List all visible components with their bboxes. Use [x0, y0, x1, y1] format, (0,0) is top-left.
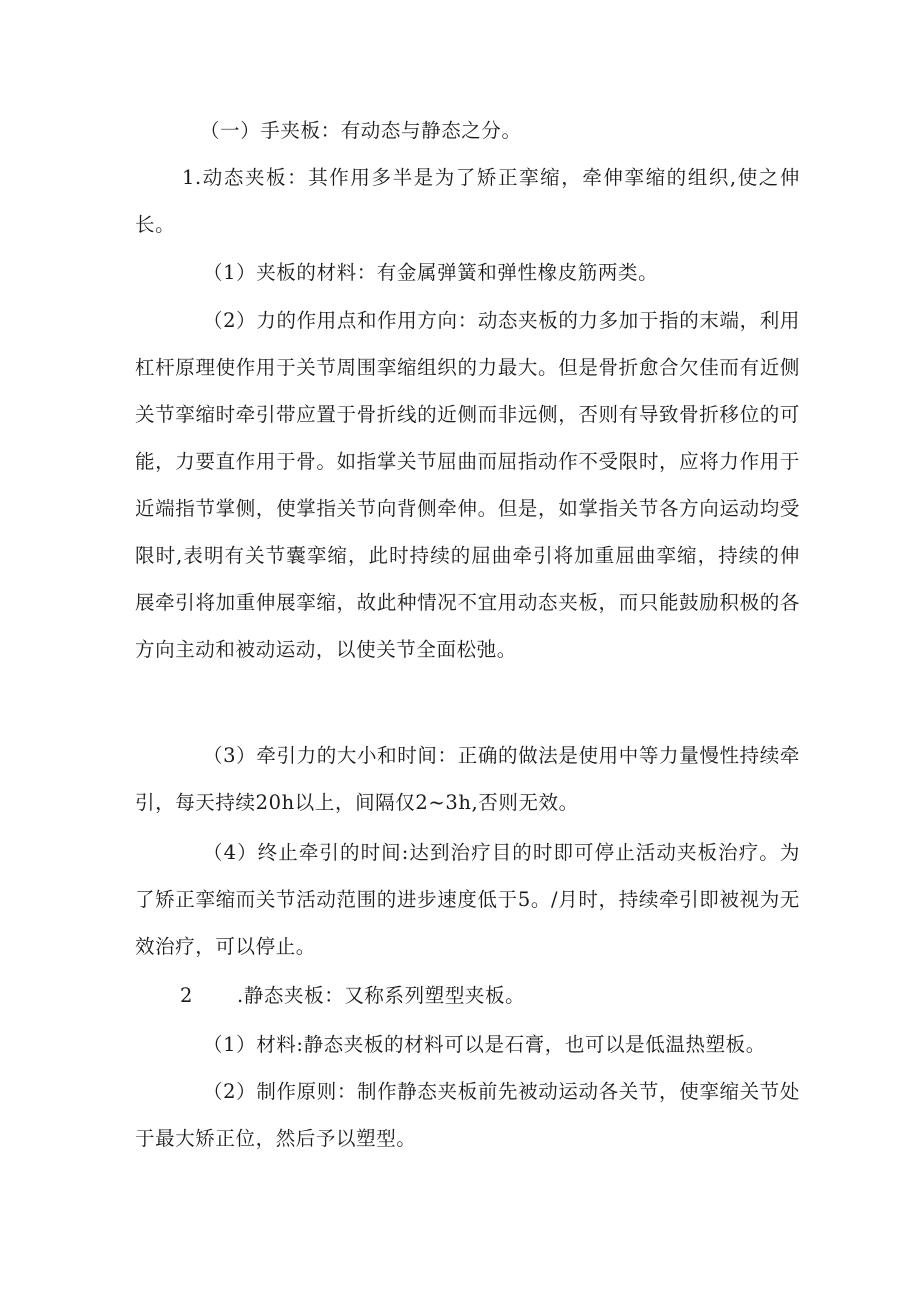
paragraph-item-1 — [135, 154, 800, 248]
paragraph-item-2 — [180, 972, 525, 1019]
item-1-number: 1 — [182, 166, 196, 189]
paragraph-sub-1: （1）夹板的材料：有金属弹簧和弹性橡皮筋两类。 — [203, 261, 659, 284]
section-title: （一）手夹板：有动态与静态之分。 — [200, 119, 522, 142]
item-2-number: 2 — [180, 984, 194, 1007]
paragraph-sub-2-2: （2）制作原则：制作静态夹板前先被动运动各关节，使挛缩关节处于最大矫正位，然后予以塑型。 — [135, 1080, 800, 1150]
paragraph-sub-2-1: （1）材料:静态夹板的材料可以是石膏，也可以是低温热塑板。 — [203, 1033, 766, 1056]
item-1-text: .动态夹板：其作用多半是为了矫正挛缩，牵伸挛缩的组织,使之伸长。 — [135, 166, 800, 236]
paragraph-sub-4: （4）终止牵引的时间:达到治疗目的时即可停止活动夹板治疗。为了矫正挛缩而关节活动范围的进步速度低于5。/月时，持续牵引即被视为无效治疗，可以停止。 — [135, 841, 800, 958]
item-2-text: .静态夹板：又称系列塑型夹板。 — [237, 984, 526, 1007]
paragraph-sub-2: （2）力的作用点和作用方向：动态夹板的力多加于指的末端，利用杠杆原理使作用于关节周围挛缩组织的力最大。但是骨折愈合欠佳而有近侧关节挛缩时牵引带应置于骨折线的近侧而非远侧，否则有导致骨折移位的可能，力要直作用于骨。如指掌关节屈曲而屈指动作不受限时，应将力作用于近端指节掌侧，使掌指关节向背侧牵伸。但是，如掌指关节各方向运动均受限时,表明有关节囊挛缩，此时持续的屈曲牵引将加重屈曲挛缩，持续的伸展牵引将加重伸展挛缩，故此种情况不宜用动态夹板，而只能鼓励积极的各方向主动和被动运动，以使关节全面松弛。 — [135, 309, 800, 661]
paragraph-sub-3: （3）牵引力的大小和时间：正确的做法是使用中等力量慢性持续牵引，每天持续20h以上，间隔仅2~3h,否则无效。 — [135, 744, 800, 814]
